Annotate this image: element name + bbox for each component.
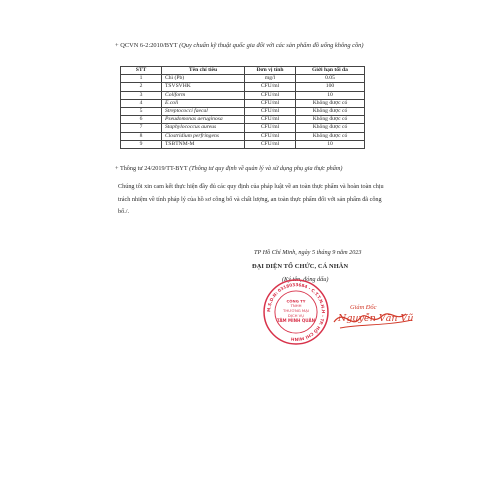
cell-stt: 7 xyxy=(121,124,162,132)
stamp-line: TÂM MINH QUÂN xyxy=(276,318,316,324)
stamp-line: DỊCH VỤ xyxy=(287,312,305,318)
cell-stt: 2 xyxy=(121,83,162,91)
stamp-line: CÔNG TY xyxy=(286,298,306,304)
bullet: + xyxy=(115,42,119,49)
table-header-row xyxy=(121,67,365,75)
standard-code: QCVN 6-2:2010/BYT xyxy=(120,42,178,49)
table-row xyxy=(121,140,365,148)
cell-limit: 10 xyxy=(296,91,365,99)
cell-stt: 5 xyxy=(121,108,162,116)
cell-limit: Không được có xyxy=(296,124,365,132)
standard-description: (Quy chuẩn kỹ thuật quốc gia đối với các sản phẩm đồ uống không cồn) xyxy=(179,42,364,49)
cell-name: Pseudomonas aeruginosa xyxy=(162,116,245,124)
table-row xyxy=(121,99,365,107)
standard-code: Thông tư 24/2019/TT-BYT xyxy=(119,165,188,172)
header-stt: STT xyxy=(121,67,162,75)
cell-name: TSBTNM-M xyxy=(162,140,245,148)
table-row xyxy=(121,75,365,83)
cell-stt: 8 xyxy=(121,132,162,140)
cell-stt: 3 xyxy=(121,91,162,99)
cell-limit: Không được có xyxy=(296,132,365,140)
cell-unit: CFU/ml xyxy=(245,132,296,140)
table-row xyxy=(121,124,365,132)
cell-stt: 9 xyxy=(121,140,162,148)
standard-label-line xyxy=(115,164,415,173)
stamp-line: THƯƠNG MẠI xyxy=(283,308,309,313)
cell-name: TSVSVHK xyxy=(162,83,245,91)
cell-name: E.coli xyxy=(162,99,245,107)
signer-role: Giám Đốc xyxy=(350,304,377,311)
cell-unit: CFU/ml xyxy=(245,124,296,132)
cell-unit: mg/l xyxy=(245,75,296,83)
cell-limit: Không được có xyxy=(296,99,365,107)
stamp-ring-text: M.S.D.N: 0318033684 - C.T.T.N.H.H - TP. HỒ CHÍ MINH xyxy=(266,282,326,342)
cell-stt: 4 xyxy=(121,99,162,107)
cell-name: Coliform xyxy=(162,91,245,99)
table-row xyxy=(121,91,365,99)
cell-stt: 6 xyxy=(121,116,162,124)
table-row xyxy=(121,132,365,140)
cell-name: Clostridium perfringens xyxy=(162,132,245,140)
cell-limit: Không được có xyxy=(296,108,365,116)
header-name: Tên chỉ tiêu xyxy=(162,67,245,75)
table-row xyxy=(121,116,365,124)
commitment-paragraph: Chúng tôi xin cam kết thực hiện đầy đủ các quy định của pháp luật về an toàn thực phẩm và hoàn toàn chịu trách nhiệm về tính pháp lý của hồ sơ công bố và chất lượng, an toàn thực phẩm đối với sản phẩm đã công bố./. xyxy=(118,183,384,216)
cell-unit: CFU/ml xyxy=(245,140,296,148)
cell-name: Streptococci faecal xyxy=(162,108,245,116)
header-limit: Giới hạn tối đa xyxy=(296,67,365,75)
cell-limit: 100 xyxy=(296,83,365,91)
cell-limit: Không được có xyxy=(296,116,365,124)
cell-unit: CFU/ml xyxy=(245,83,296,91)
cell-name: Staphylococcus aureus xyxy=(162,124,245,132)
signer-name: Nguyễn Văn Vũ xyxy=(338,313,414,324)
representative-subtitle: (Ký tên, đóng dấu) xyxy=(282,276,329,283)
stamp-line: TNHH xyxy=(290,303,302,309)
table-row xyxy=(121,108,365,116)
cell-unit: CFU/ml xyxy=(245,116,296,124)
cell-unit: CFU/ml xyxy=(245,108,296,116)
cell-stt: 1 xyxy=(121,75,162,83)
cell-unit: CFU/ml xyxy=(245,99,296,107)
standard-water-line xyxy=(115,40,395,52)
cell-limit: 0.05 xyxy=(296,75,365,83)
place-date: TP Hồ Chí Minh, ngày 5 tháng 9 năm 2023 xyxy=(254,249,362,256)
company-stamp xyxy=(262,278,330,346)
limits-table xyxy=(120,66,365,149)
header-unit: Đơn vị tính xyxy=(245,67,296,75)
representative-title: ĐẠI DIỆN TỔ CHỨC, CÁ NHÂN xyxy=(252,263,349,270)
cell-limit: 10 xyxy=(296,140,365,148)
bullet: + xyxy=(115,165,119,172)
cell-unit: CFU/ml xyxy=(245,91,296,99)
cell-name: Chì (Pb) xyxy=(162,75,245,83)
table-row xyxy=(121,83,365,91)
standard-description: (Thông tư quy định về quản lý và sử dụng phụ gia thực phẩm) xyxy=(189,165,343,172)
